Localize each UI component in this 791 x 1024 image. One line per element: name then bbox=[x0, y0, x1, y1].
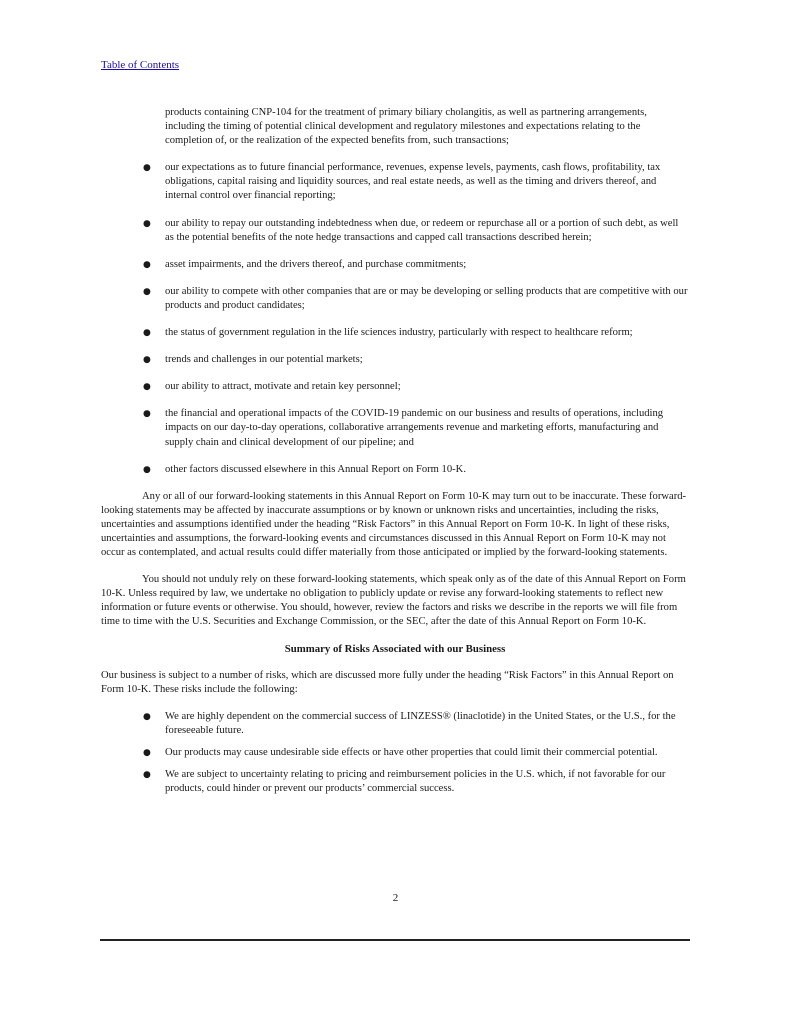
bullet-icon: ● bbox=[143, 163, 151, 174]
list-item bbox=[101, 217, 689, 245]
intro-continuation: products containing CNP-104 for the treatment of primary biliary cholangitis, as well as partnering arrangements, including the timing of potential clinical development and regulatory milestones and expectations relating to the completion of, or the realization of the expected benefits from, such transactions; bbox=[165, 107, 647, 147]
bullet-icon: ● bbox=[143, 259, 151, 270]
list-item bbox=[101, 258, 689, 272]
bullet-icon: ● bbox=[143, 409, 151, 420]
list-item bbox=[101, 407, 689, 449]
section-heading: Summary of Risks Associated with our Business bbox=[284, 642, 506, 655]
bullet-icon: ● bbox=[143, 464, 151, 475]
bullet-icon: ● bbox=[143, 748, 151, 758]
bullet-icon: ● bbox=[143, 382, 151, 393]
risk-item bbox=[101, 768, 689, 796]
risk-item bbox=[101, 710, 689, 738]
list-item-text: the status of government regulation in the life sciences industry, particularly with respect to healthcare reform; bbox=[165, 327, 633, 339]
list-item bbox=[101, 161, 689, 203]
risk-item-text: We are highly dependent on the commercial success of LINZESS® (linaclotide) in the United States, or the U.S., for the foreseeable future. bbox=[165, 710, 676, 736]
summary-intro: Our business is subject to a number of risks, which are discussed more fully under the heading “Risk Factors” in this Annual Report on Form 10-K. These risks include the following: bbox=[101, 669, 674, 695]
bullet-icon: ● bbox=[143, 711, 151, 722]
bullet-icon: ● bbox=[143, 286, 151, 297]
list-item bbox=[101, 353, 689, 367]
document-body bbox=[101, 106, 689, 796]
bullet-icon: ● bbox=[143, 328, 151, 339]
footer-divider bbox=[100, 939, 690, 941]
table-of-contents-link[interactable]: Table of Contents bbox=[101, 59, 180, 71]
risk-item-text: Our products may cause undesirable side effects or have other properties that could limit their commercial potential. bbox=[165, 747, 658, 758]
list-item-text: other factors discussed elsewhere in this Annual Report on Form 10-K. bbox=[165, 463, 466, 475]
list-item bbox=[101, 380, 689, 394]
list-item-text: trends and challenges in our potential markets; bbox=[165, 354, 363, 366]
list-item-text: asset impairments, and the drivers thereof, and purchase commitments; bbox=[165, 258, 467, 270]
list-item-text: our ability to compete with other companies that are or may be developing or selling products that are competitive with our products and product candidates; bbox=[165, 285, 688, 311]
body-paragraph: You should not unduly rely on these forward-looking statements, which speak only as of the date of this Annual Report on Form 10-K. Unless required by law, we undertake no obligation to publicly update or revise any forward-looking statements to reflect new information or future events or otherwise. You should, however, review the factors and risks we describe in the reports we will file from time to time with the U.S. Securities and Exchange Commission, or the SEC, after the date of this Annual Report on Form 10-K. bbox=[101, 574, 686, 628]
page-number: 2 bbox=[392, 892, 399, 904]
list-item-text: the financial and operational impacts of the COVID-19 pandemic on our business and results of operations, including impacts on our day-to-day operations, collaborative arrangements revenue and marketing efforts, manufacturing and supply chain and clinical development of our pipeline; and bbox=[165, 408, 664, 448]
list-item bbox=[101, 463, 689, 477]
list-item-text: our expectations as to future financial performance, revenues, expense levels, payments, cash flows, profitability, tax obligations, capital raising and liquidity sources, and real estate needs, as well as the timing and drivers thereof, and internal control over financial reporting; bbox=[165, 162, 661, 202]
bullet-icon: ● bbox=[143, 218, 151, 229]
body-paragraph: Any or all of our forward-looking statements in this Annual Report on Form 10-K may turn out to be inaccurate. These forward-looking statements may be affected by inaccurate assumptions or by known or unknown risks and uncertainties, including the risks, uncertainties and assumptions identified under the heading “Risk Factors” in this Annual Report on Form 10-K. In light of these risks, uncertainties and assumptions, the forward-looking events and circumstances discussed in this Annual Report on Form 10-K may not occur as contemplated, and actual results could differ materially from those anticipated or implied by the forward-looking statements. bbox=[101, 490, 687, 559]
list-item bbox=[101, 285, 689, 313]
list-item bbox=[101, 326, 689, 340]
bullet-icon: ● bbox=[143, 770, 151, 781]
list-item-text: our ability to repay our outstanding indebtedness when due, or redeem or repurchase all or a portion of such debt, as well as the potential benefits of the note hedge transactions and capped call transactions described herein; bbox=[165, 217, 679, 243]
risk-item-text: We are subject to uncertainty relating to pricing and reimbursement policies in the U.S. which, if not favorable for our products, could hinder or prevent our products’ commercial success. bbox=[165, 769, 666, 795]
bullet-icon: ● bbox=[143, 355, 151, 366]
risk-item bbox=[101, 746, 689, 760]
list-item-text: our ability to attract, motivate and retain key personnel; bbox=[165, 381, 401, 393]
